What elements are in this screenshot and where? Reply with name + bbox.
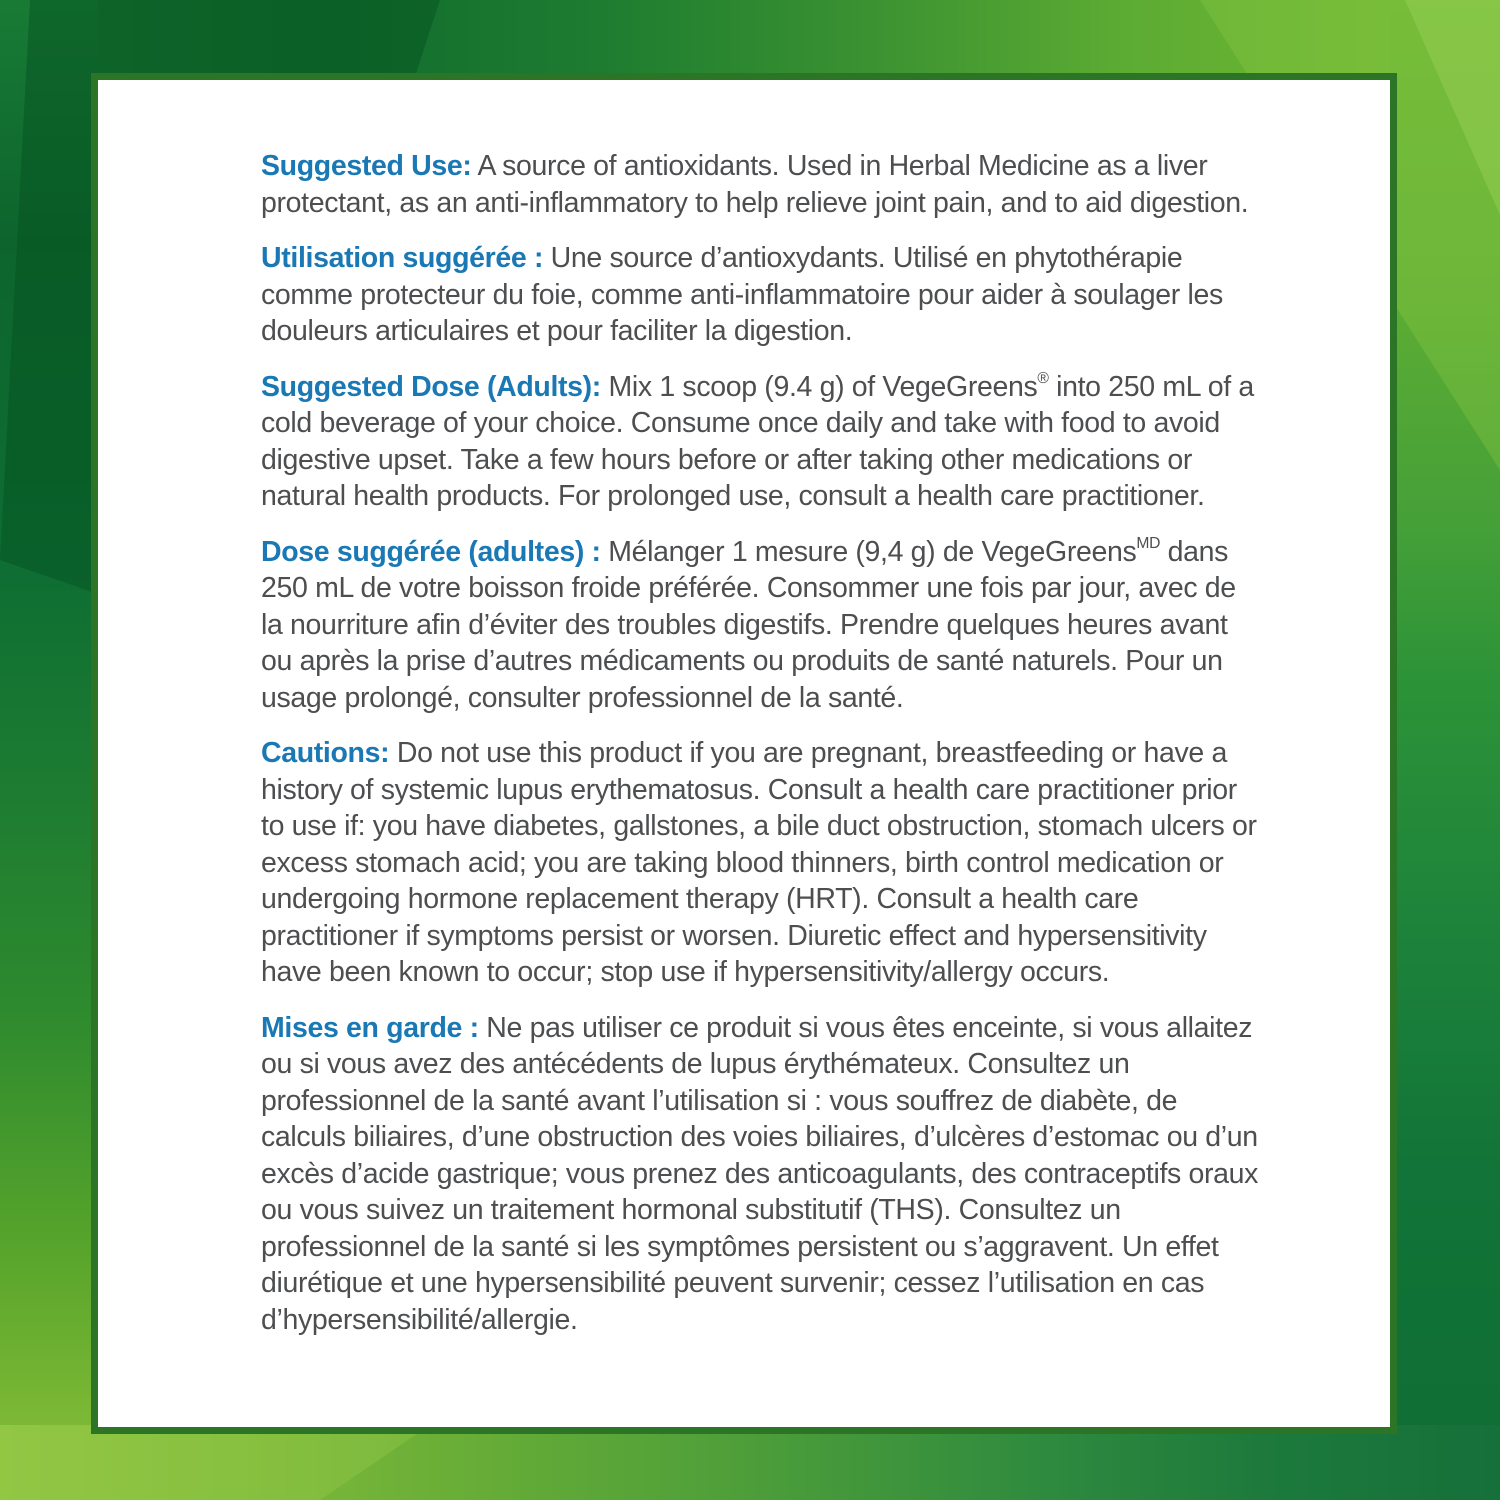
section-body-text: A source of antioxidants. Used in Herbal Medicine as a liver protectant, as an anti-inflammatory to help relieve joint pain, and to aid digestion.: [261, 150, 1249, 219]
section-label: Suggested Dose (Adults):: [261, 370, 601, 403]
directions-text: [261, 148, 1261, 1357]
section-label: Mises en garde :: [261, 1011, 479, 1044]
section-cautions: [261, 735, 1261, 991]
trademark-superscript: ®: [1037, 369, 1049, 387]
section-label: Dose suggérée (adultes) :: [261, 535, 601, 568]
background-left-band: [0, 0, 98, 1500]
section-dose-suggeree: [261, 534, 1261, 717]
section-body-text: Ne pas utiliser ce produit si vous êtes enceinte, si vous allaitez ou si vous avez des antécédents de lupus érythémateux. Consultez un professionnel de la santé avant l’utilisation si : vous souffrez de diabète, de calculs biliaires, d’une obstruction des voies biliaires, d’ulcères d’estomac ou d’un excès d’acide gastrique; vous prenez des anticoagulants, des contraceptifs oraux ou vous suivez un traitement hormonal substitutif (THS). Consultez un professionnel de la santé si les symptômes persistent ou s’aggravent. Un effet diurétique et une hypersensibilité peuvent survenir; cessez l’utilisation en cas d’hypersensibilité/allergie.: [261, 1011, 1259, 1336]
background-top-band: [0, 0, 1500, 80]
section-suggested-dose: [261, 369, 1261, 515]
section-body-text: dans 250 mL de votre boisson froide préférée. Consommer une fois par jour, avec de la nourriture afin d’éviter des troubles digestifs. Prendre quelques heures avant ou après la prise d’autres médicaments ou produits de santé naturels. Pour un usage prolongé, consulter professionnel de la santé.: [261, 535, 1236, 714]
label-panel: [91, 73, 1397, 1434]
section-body-text: Une source d’antioxydants. Utilisé en phytothérapie comme protecteur du foie, comme anti-inflammatoire pour aider à soulager les douleurs articulaires et pour faciliter la digestion.: [261, 242, 1223, 347]
section-body-text: Mix 1 scoop (9.4 g) of VegeGreens: [600, 370, 1038, 403]
section-body-text: into 250 mL of a cold beverage of your choice. Consume once daily and take with food to avoid digestive upset. Take a few hours before or after taking other medications or natural health products. For prolonged use, consult a health care practitioner.: [261, 370, 1254, 512]
section-label: Cautions:: [261, 737, 390, 769]
section-label: Suggested Use:: [261, 150, 472, 182]
section-mises-en-garde: [261, 1010, 1261, 1339]
section-utilisation-suggeree: [261, 240, 1261, 350]
section-label: Utilisation suggérée :: [261, 242, 544, 274]
section-suggested-use: [261, 148, 1261, 221]
section-body-text: Do not use this product if you are pregnant, breastfeeding or have a history of systemic lupus erythematosus. Consult a health care practitioner prior to use if: you have diabetes, gallstones, a bile duct obstruction, stomach ulcers or excess stomach acid; you are taking blood thinners, birth control medication or undergoing hormone replacement therapy (HRT). Consult a health care practitioner if symptoms persist or worsen. Diuretic effect and hypersensitivity have been known to occur; stop use if hypersensitivity/allergy occurs.: [261, 737, 1257, 988]
section-body-text: Mélanger 1 mesure (9,4 g) de VegeGreens: [600, 535, 1137, 568]
trademark-superscript: MD: [1136, 534, 1161, 552]
background-bottom-band: [0, 1425, 1500, 1500]
background-right-band: [1390, 0, 1500, 1500]
